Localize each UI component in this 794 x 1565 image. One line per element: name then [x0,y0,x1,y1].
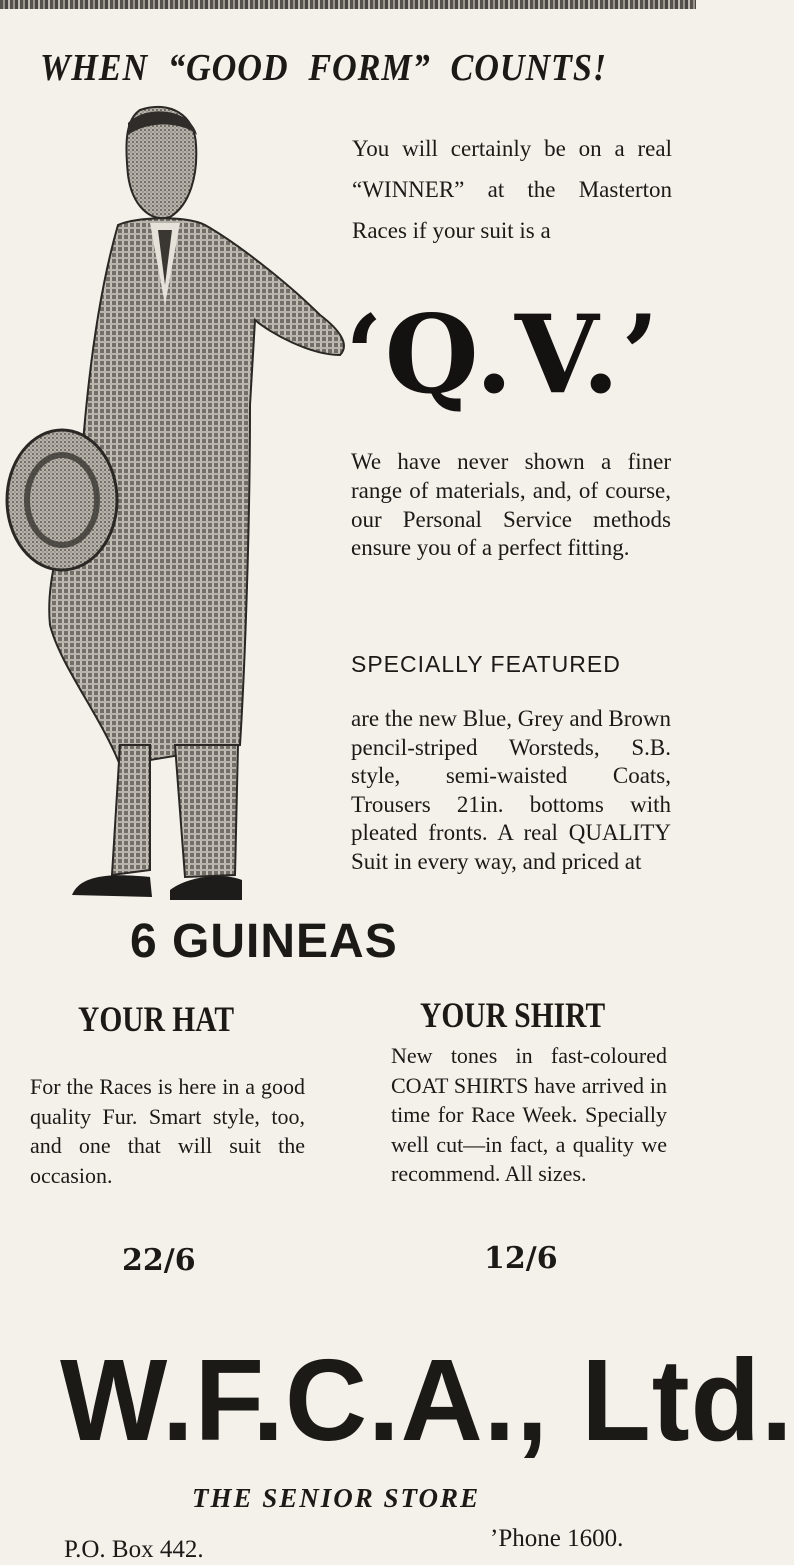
hat-heading: YOUR HAT [78,999,235,1039]
materials-paragraph: We have never shown a finer range of materials, and, of course, our Personal Service methods ensure you of a perfect fitting. [351,449,671,561]
store-tagline: THE SENIOR STORE [192,1483,481,1513]
man-in-suit-illustration [0,105,350,905]
headline [40,44,607,92]
headline-word-good: “GOOD [168,47,289,89]
headline-word-counts: COUNTS! [450,47,607,89]
figure-legs [112,745,150,875]
hat-description: For the Races is here in a good quality Fur. Smart style, too, and one that will suit the occasion. [30,1074,305,1188]
qv-brand-mark: ‘Q.V.’ [345,292,662,418]
featured-paragraph: are the new Blue, Grey and Brown pencil-striped Worsteds, S.B. style, semi-waisted Coats, Trousers 21in. bottoms with pleated fronts. A real QUALITY Suit in every way, and priced at [351,706,671,874]
headline-word-form: FORM” [308,47,431,89]
shirt-description: New tones in fast-coloured COAT SHIRTS have arrived in time for Race Week. Specially well cut—in fact, a quality we recommend. All sizes. [391,1043,667,1186]
figure-shoes [72,875,152,897]
phone-number: ’Phone 1600. [490,1525,624,1552]
shirt-price: 12/6 [484,1241,558,1276]
hat-price: 22/6 [122,1243,196,1278]
shirt-heading: YOUR SHIRT [420,995,606,1035]
store-name: W.F.C.A., Ltd. [60,1335,794,1465]
top-border-rule [0,0,696,9]
intro-paragraph: You will certainly be on a real “WINNER” at the Masterton Races if your suit is a [352,136,672,243]
suit-price: 6 GUINEAS [130,915,398,968]
po-box: P.O. Box 442. [64,1536,204,1563]
figure-hat [7,430,117,570]
headline-word-when: WHEN [40,47,149,89]
featured-heading: SPECIALLY FEATURED [351,651,621,677]
